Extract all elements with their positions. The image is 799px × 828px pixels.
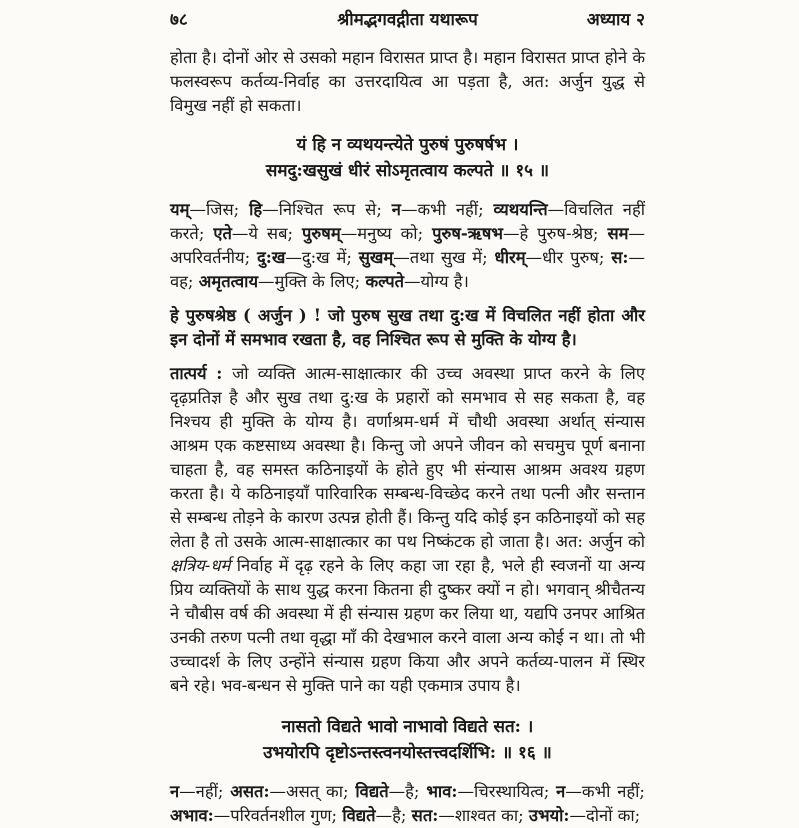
- page-number: ७८: [170, 10, 188, 30]
- book-title: श्रीमद्भगवद्गीता यथारूप: [337, 10, 478, 30]
- word-meanings-15: यम्—जिस; हि—निश्चित रूप से; न—कभी नहीं; व्यथयन्ति—विचलित नहीं करते; एते—ये सब; पुरुषम्—मनुष्य को; पुरुष-ऋषभ—हे पुरुष-श्रेष्ठ; सम—अपरिवर्तनीय; दु:ख—दु:ख में; सुखम्—तथा सुख में; धीरम्—धीर पुरुष; स:—वह; अमृतत्वाय—मुक्ति के लिए; कल्पते—योग्य है।: [170, 200, 645, 291]
- verse-15: [170, 132, 645, 184]
- chapter-label: अध्याय २: [586, 10, 645, 30]
- word-meanings-16: न—नहीं; असत:—असत् का; विद्यते—है; भाव:—चिरस्थायित्व; न—कभी नहीं; अभाव:—परिवर्तनशील गुण; विद्यते—है; सत:—शाश्वत का; उभयो:—दोनों का;: [170, 782, 645, 825]
- verse-15-line-2: समदु:खसुखं धीरं सोऽमृतत्वाय कल्पते ॥ १५ ॥: [265, 161, 550, 181]
- verse-15-line-1: यं हि न व्यथयन्त्येते पुरुषं पुरुषर्षभ ।: [296, 135, 519, 155]
- page-content: [170, 46, 645, 828]
- purport-paragraph: तात्पर्य : जो व्यक्ति आत्म-साक्षात्कार की उच्च अवस्था प्राप्त करने के लिए दृढ़प्रतिज्ञ है और सुख तथा दु:ख के प्रहारों को समभाव से सह सकता है, वह निश्चय ही मुक्ति के योग्य है। वर्णाश्रम-धर्म में चौथी अवस्था अर्थात् संन्यास आश्रम एक कष्टसाध्य अवस्था है। किन्तु जो अपने जीवन को सचमुच पूर्ण बनाना चाहता है, वह समस्त कठिनाइयों के होते हुए भी संन्यास आश्रम अवश्य ग्रहण करता है। ये कठिनाइयाँ पारिवारिक सम्बन्ध-विच्छेद करने तथा पत्नी और सन्तान से सम्बन्ध तोड़ने के कारण उत्पन्न होती हैं। किन्तु यदि कोई इन कठिनाइयों को सह लेता है तो उसके आत्म-साक्षात्कार का पथ निष्कंटक हो जाता है। अत: अर्जुन को क्षत्रिय-धर्म निर्वाह में दृढ़ रहने के लिए कहा जा रहा है, भले ही स्वजनों या अन्य प्रिय व्यक्तियों के साथ युद्ध करना कितना ही दुष्कर क्यों न हो। भगवान् श्रीचैतन्य ने चौबीस वर्ष की अवस्था में ही संन्यास ग्रहण कर लिया था, यद्यपि उनपर आश्रित उनकी तरुण पत्नी तथा वृद्धा माँ की देखभाल करने वाला अन्य कोई न था। तो भी उच्चादर्श के लिए उन्होंने संन्यास ग्रहण किया और अपने कर्तव्य-पालन में स्थिर बने रहे। भव-बन्धन से मुक्ति पाने का यही एकमात्र उपाय है।: [170, 364, 645, 695]
- verse-16: [170, 714, 645, 766]
- translation-15: हे पुरुषश्रेष्ठ ( अर्जुन ) ! जो पुरुष सुख तथा दु:ख में विचलित नहीं होता और इन दोनों में समभाव रखता है, वह निश्चित रूप से मुक्ति के योग्य है।: [170, 306, 645, 349]
- verse-16-line-1: नासतो विद्यते भावो नाभावो विद्यते सत: ।: [281, 717, 534, 737]
- intro-paragraph: होता है। दोनों ओर से उसको महान विरासत प्राप्त है। महान विरासत प्राप्त होने के फलस्वरूप कर्तव्य-निर्वाह का उत्तरदायित्व आ पड़ता है, अत: अर्जुन युद्ध से विमुख नहीं हो सकता।: [170, 48, 645, 115]
- page-header: [170, 8, 645, 32]
- verse-16-line-2: उभयोरपि दृष्टोऽन्तस्त्वनयोस्तत्त्वदर्शिभि: ॥ १६ ॥: [263, 743, 552, 763]
